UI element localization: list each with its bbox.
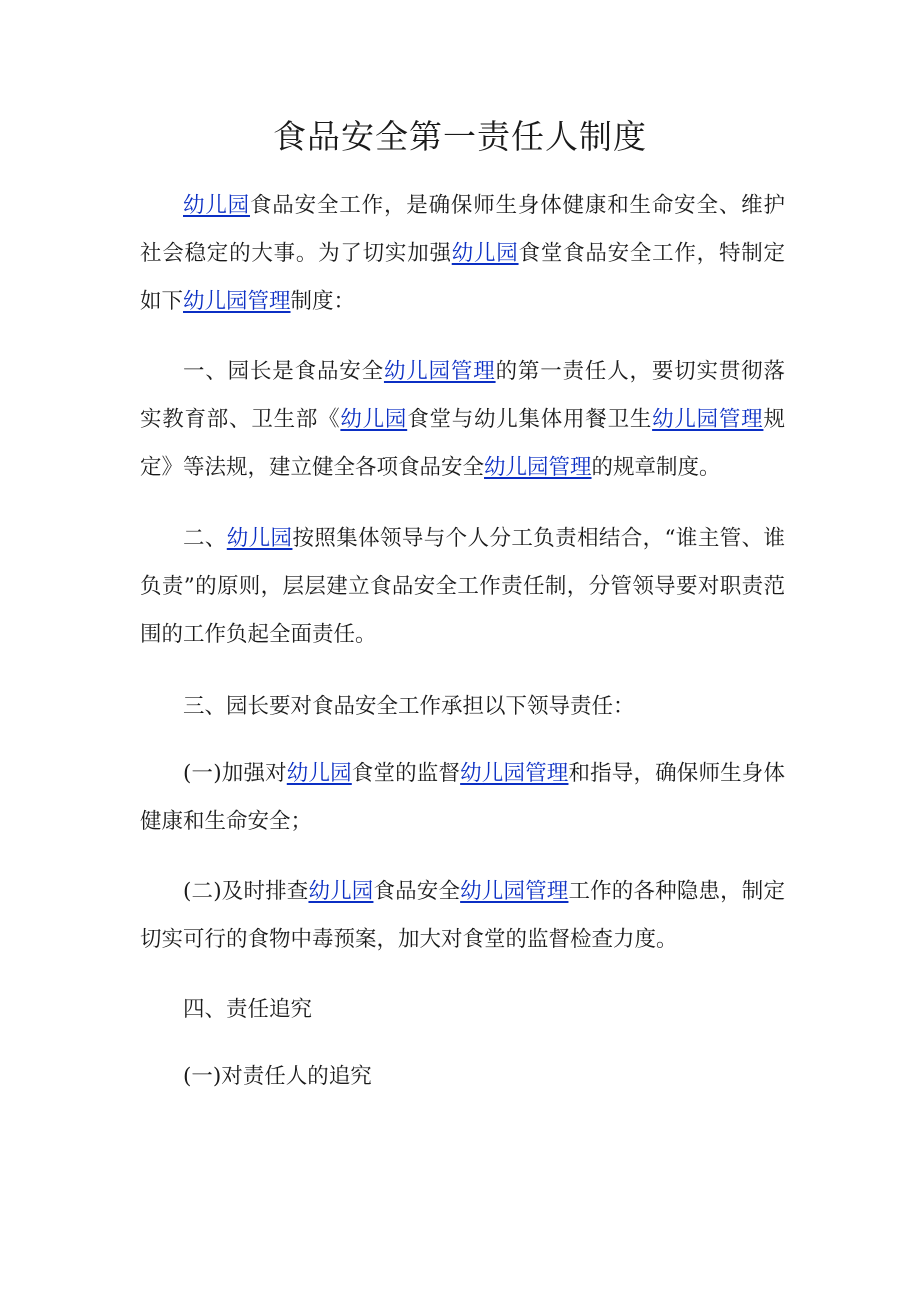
paragraph-text: 食品安全工作，是确保师生身体健康和生命安全、维护社会稳定的大事。为了切实加强 xyxy=(140,193,785,266)
inline-link[interactable]: 幼儿园 xyxy=(286,761,352,786)
paragraph-text: 制度： xyxy=(290,289,356,314)
paragraph xyxy=(140,868,785,964)
paragraph-text: 四、责任追究 xyxy=(183,997,313,1022)
paragraph xyxy=(140,683,785,731)
paragraph xyxy=(140,986,785,1034)
inline-link[interactable]: 幼儿园管理 xyxy=(183,289,291,314)
paragraph-text: 和指导，确保师生身体健康和生命安全； xyxy=(140,761,785,834)
paragraph-text: (一)加强对 xyxy=(183,761,287,786)
inline-link[interactable]: 幼儿园管理 xyxy=(652,407,764,432)
paragraph-text: (一)对责任人的追究 xyxy=(183,1064,372,1089)
inline-link[interactable]: 幼儿园 xyxy=(183,193,250,218)
inline-link[interactable]: 幼儿园管理 xyxy=(460,761,569,786)
paragraph xyxy=(140,348,785,492)
paragraph-text: 一、园长是食品安全 xyxy=(183,359,384,384)
paragraph xyxy=(140,750,785,846)
paragraph-text: 食堂的监督 xyxy=(351,761,461,786)
paragraph-text: 的规章制度。 xyxy=(591,455,721,480)
inline-link[interactable]: 幼儿园管理 xyxy=(383,359,496,384)
paragraph-text: 工作的各种隐患，制定切实可行的食物中毒预案，加大对食堂的监督检查力度。 xyxy=(140,879,785,952)
paragraph-text: 按照集体领导与个人分工负责相结合，“谁主管、谁负责”的原则，层层建立食品安全工作责任制，分管领导要对职责范围的工作负起全面责任。 xyxy=(140,526,785,647)
paragraph-text: 规定》等法规，建立健全各项食品安全 xyxy=(140,407,785,480)
inline-link[interactable]: 幼儿园管理 xyxy=(484,455,592,480)
inline-link[interactable]: 幼儿园管理 xyxy=(460,879,569,904)
paragraph-text: (二)及时排查 xyxy=(183,879,309,904)
paragraph-text: 三、园长要对食品安全工作承担以下领导责任： xyxy=(183,694,635,719)
paragraph-text: 食品安全 xyxy=(373,879,461,904)
inline-link[interactable]: 幼儿园 xyxy=(226,526,293,551)
paragraph-text: 食堂与幼儿集体用餐卫生 xyxy=(407,407,653,432)
inline-link[interactable]: 幼儿园 xyxy=(308,879,374,904)
inline-link[interactable]: 幼儿园 xyxy=(451,241,519,266)
paragraph-text: 的第一责任人，要切实贯彻落实教育部、卫生部《 xyxy=(140,359,785,432)
paragraph xyxy=(140,182,785,326)
paragraph xyxy=(140,1053,785,1101)
inline-link[interactable]: 幼儿园 xyxy=(340,407,408,432)
paragraph-text: 食堂食品安全工作，特制定如下 xyxy=(140,241,785,314)
document-title: 食品安全第一责任人制度 xyxy=(273,117,647,156)
paragraph xyxy=(140,515,785,659)
paragraph-text: 二、 xyxy=(183,526,227,551)
